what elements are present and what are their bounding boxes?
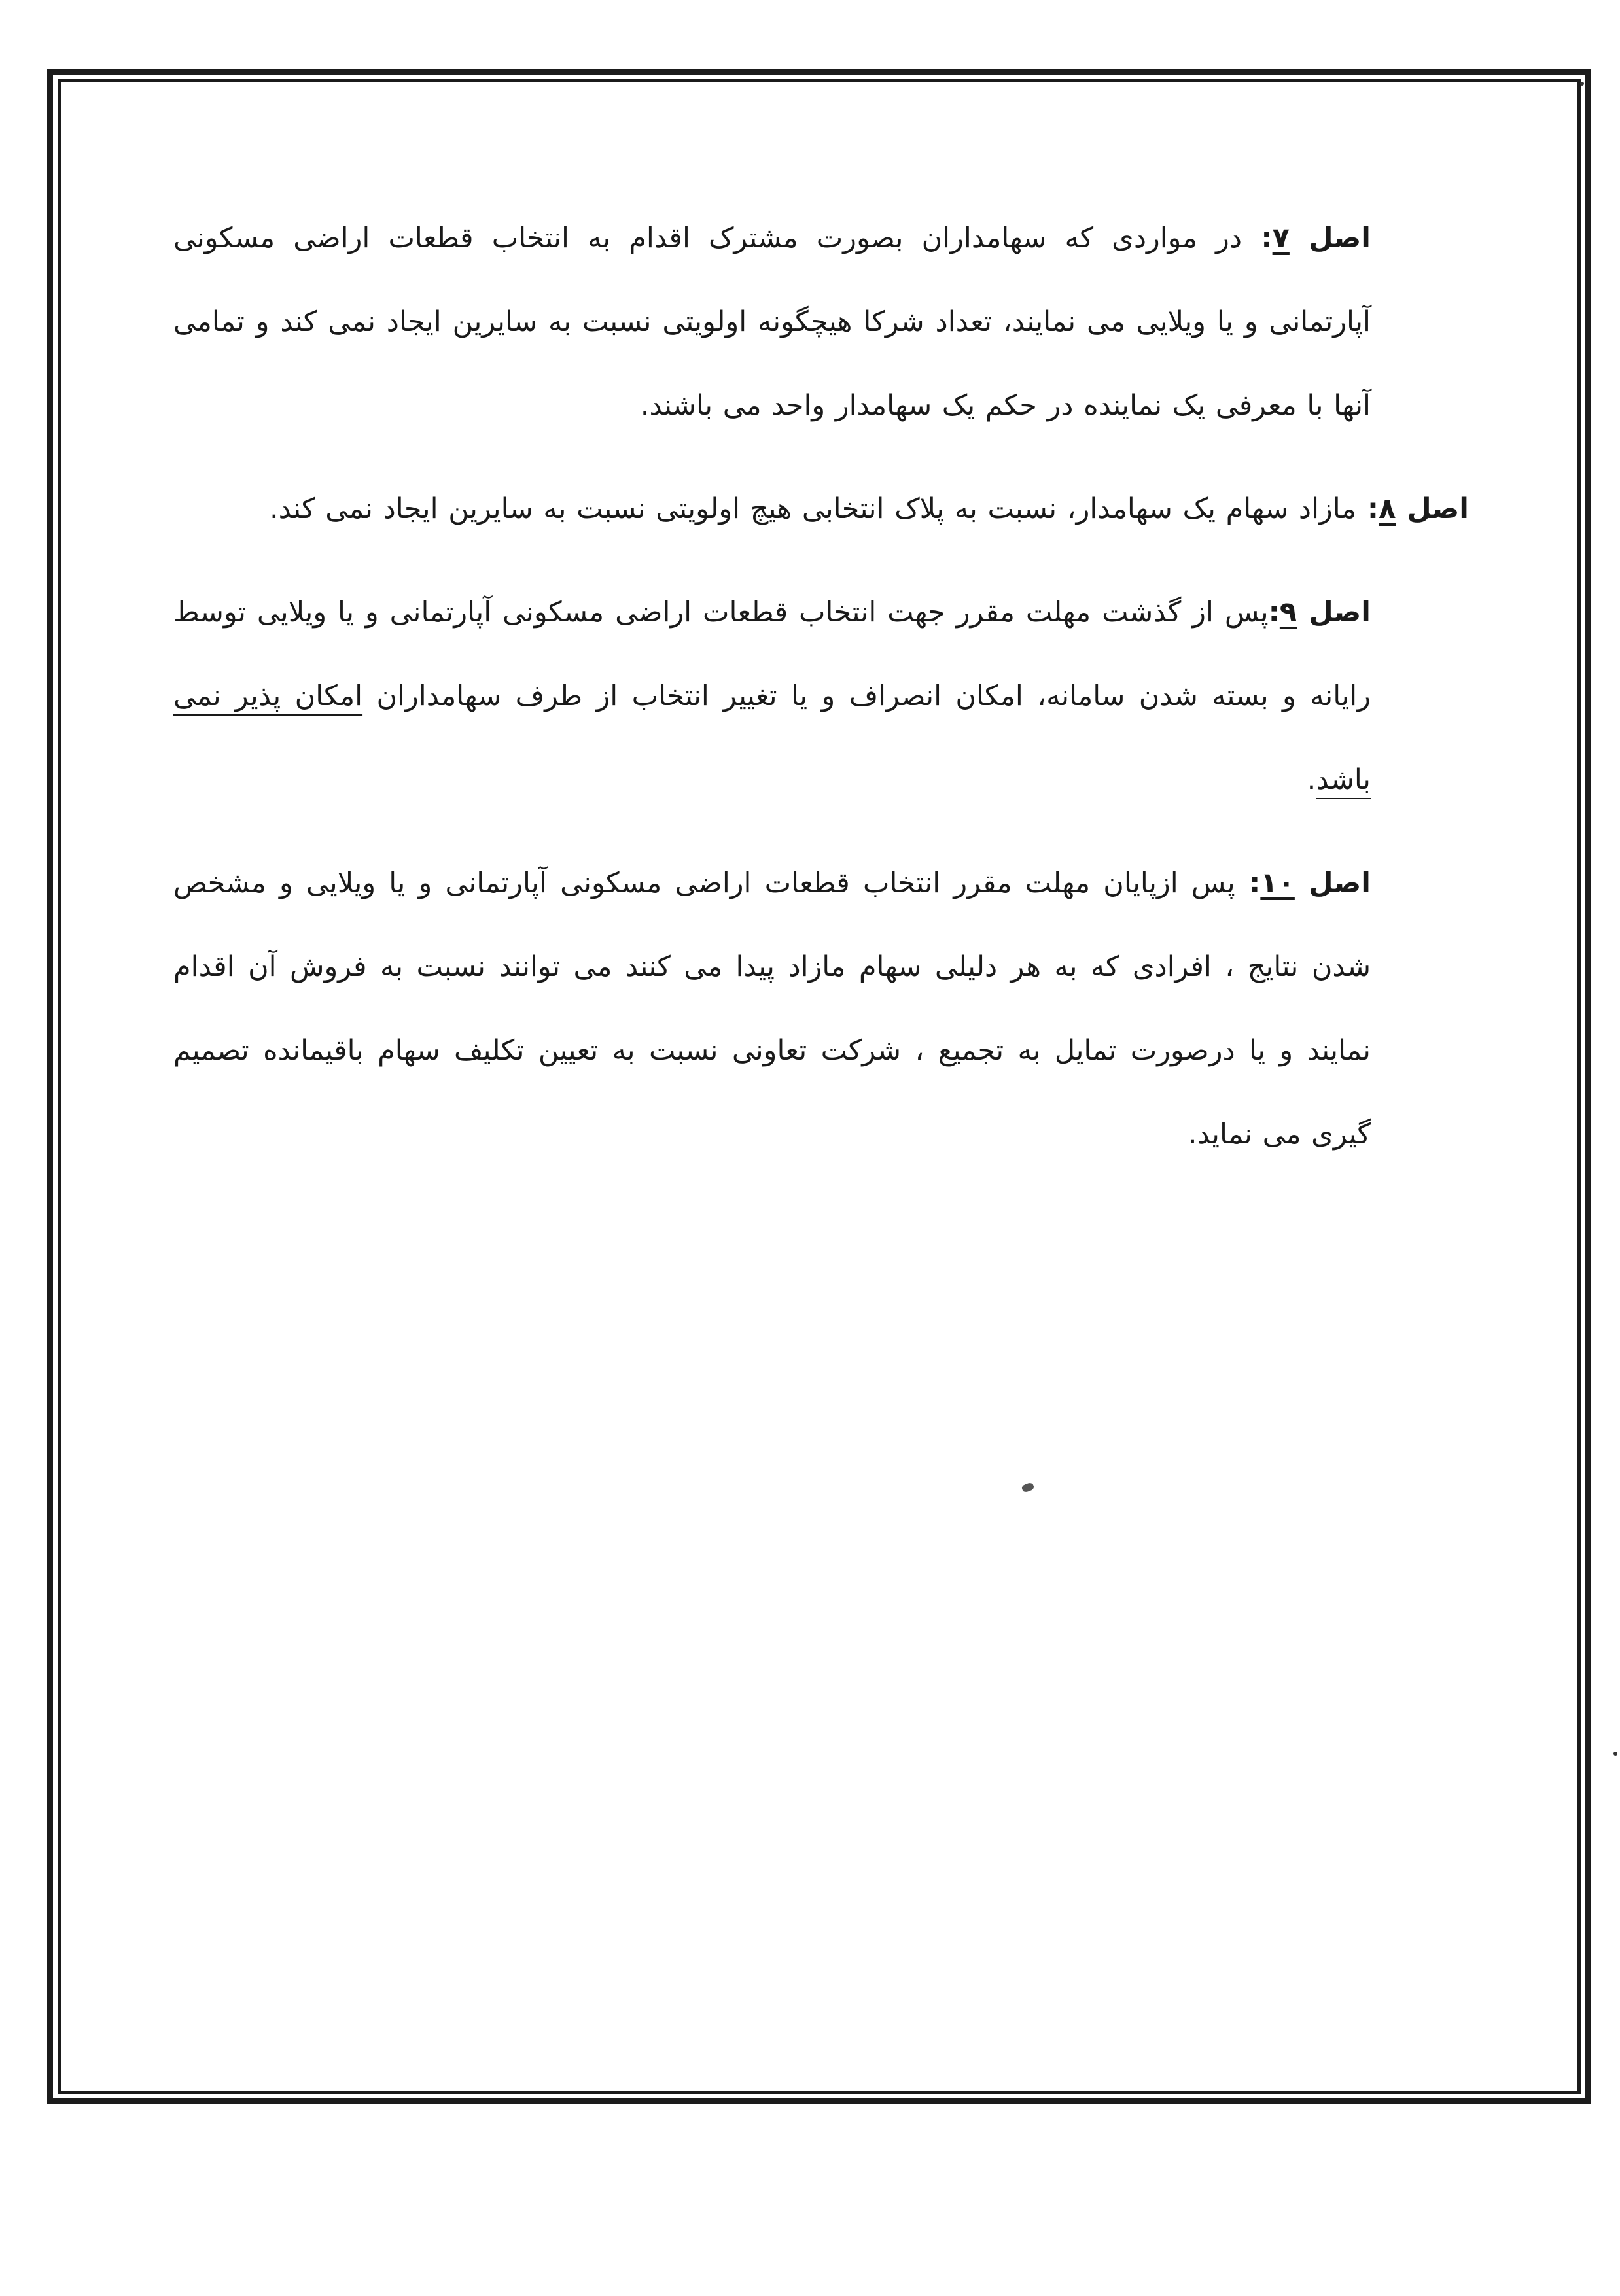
underlined-phrase: امکان پذیر نمی باشد (173, 680, 1371, 796)
article-separator: : (1241, 222, 1273, 254)
article-text: پس از گذشت مهلت مقرر جهت انتخاب قطعات اراضی مسکونی آپارتمانی و یا ویلایی توسط رایانه و بسته شدن سامانه، امکان انصراف و یا تغییر انتخاب از طرف سهامداران (173, 596, 1371, 712)
article-separator: : (1235, 867, 1261, 899)
article-number: ۹ (1279, 596, 1297, 629)
article-7 (173, 196, 1371, 447)
article-label: اصل (1294, 867, 1371, 899)
article-number: ۱۰ (1260, 867, 1295, 899)
scan-mark (1580, 82, 1584, 86)
article-separator: : (1268, 596, 1280, 629)
article-number: ۷ (1272, 222, 1290, 254)
article-number: ۸ (1379, 493, 1396, 525)
article-text: مازاد سهام یک سهامدار، نسبت به پلاک انتخابی هیچ اولویتی نسبت به سایرین ایجاد نمی کند. (269, 493, 1356, 525)
article-label: اصل (1396, 493, 1469, 525)
article-label: اصل (1297, 596, 1371, 629)
article-text: پس ازپایان مهلت مقرر انتخاب قطعات اراضی مسکونی آپارتمانی و یا ویلایی و مشخص شدن نتایج ، افرادی که به هر دلیلی سهام مازاد پیدا می کنند می توانند نسبت به فروش آن اقدام نمایند و یا درصورت تمایل به تجمیع ، شرکت تعاونی نسبت به تعیین تکلیف سهام باقیمانده تصمیم گیری می نماید. (173, 867, 1371, 1151)
article-9 (173, 570, 1371, 822)
article-ending: . (1307, 763, 1316, 796)
scan-mark (1613, 1752, 1617, 1756)
article-10 (173, 841, 1371, 1176)
document-body (173, 196, 1469, 1176)
article-8 (173, 467, 1469, 551)
article-separator: : (1356, 493, 1379, 525)
article-text: در مواردی که سهامداران بصورت مشترک اقدام به انتخاب قطعات اراضی مسکونی آپارتمانی و یا ویلایی می نمایند، تعداد شرکا هیچگونه اولویتی نسبت به سایرین ایجاد نمی کند و تمامی آنها با معرفی یک نماینده در حکم یک سهامدار واحد می باشند. (173, 222, 1371, 422)
article-label: اصل (1289, 222, 1371, 254)
